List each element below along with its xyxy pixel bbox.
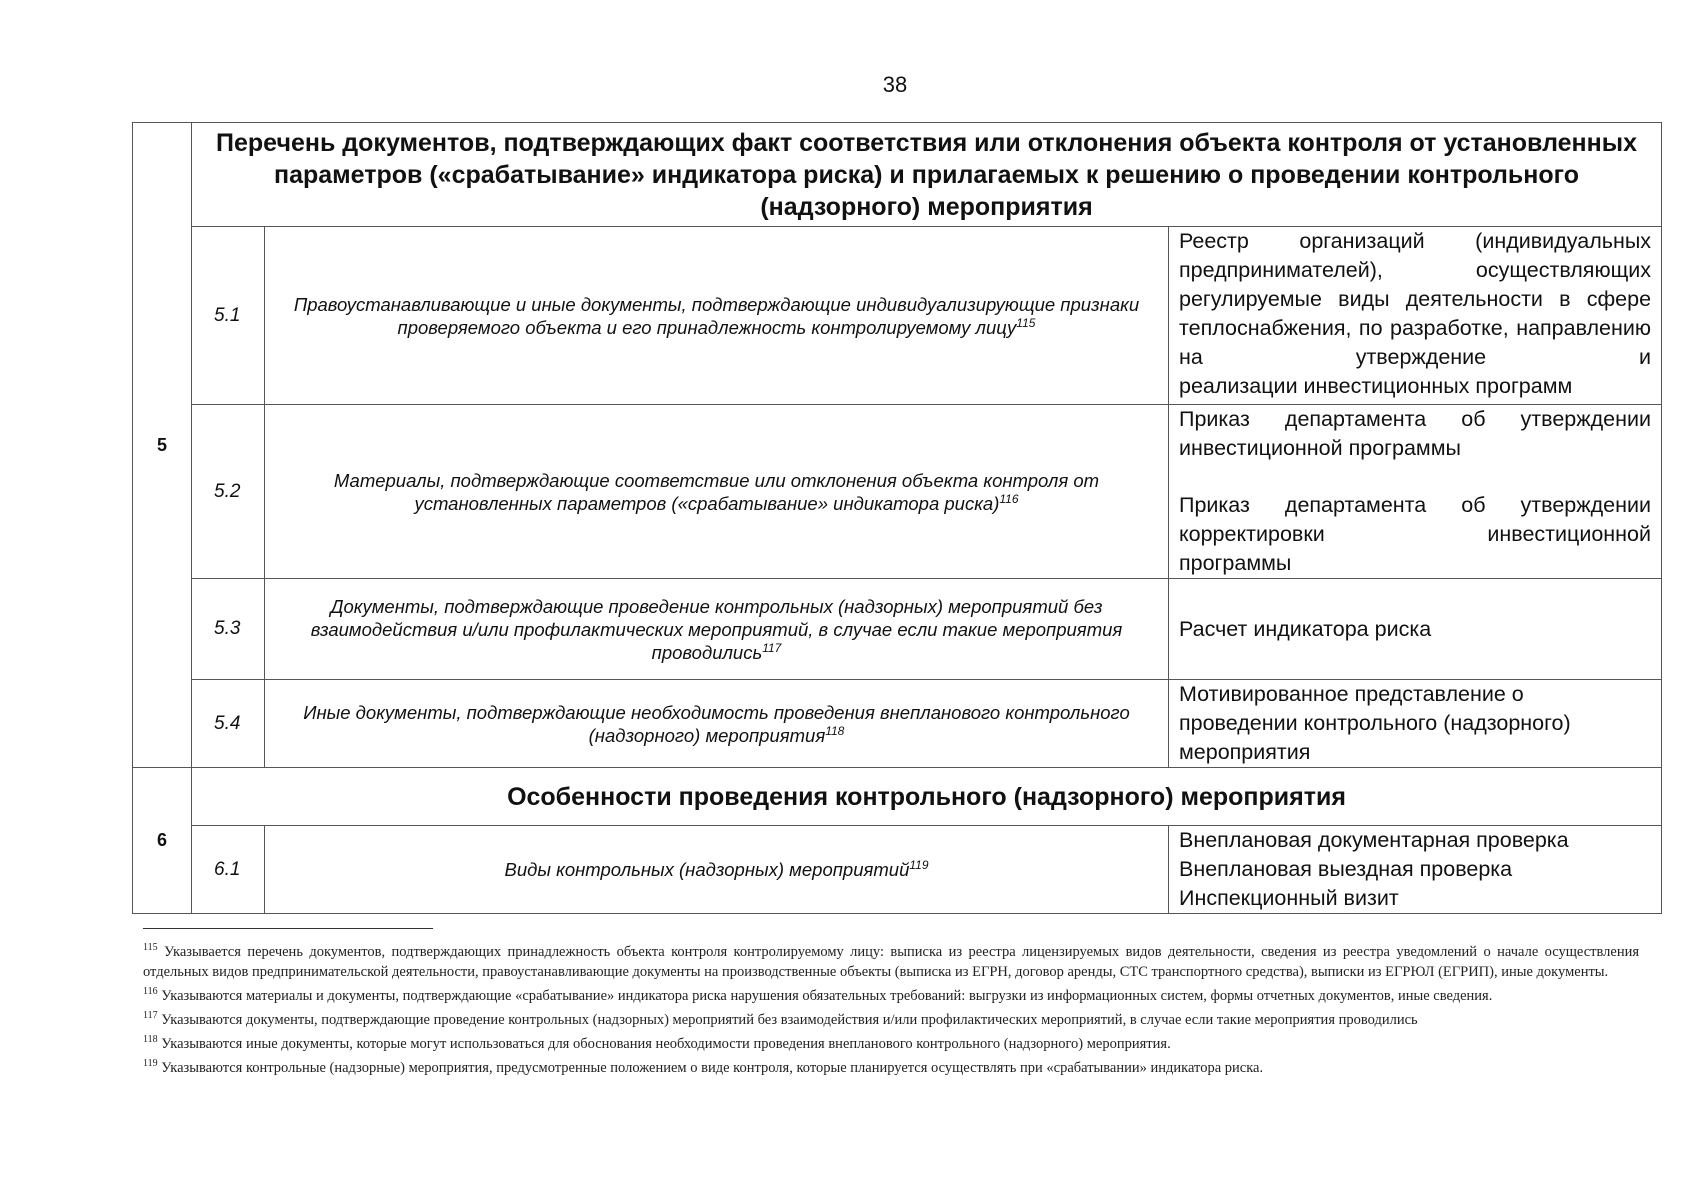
footnotes [143,942,1639,1082]
row-number: 5.2 [192,405,265,579]
row-number: 6.1 [192,826,265,914]
page-number: 38 [882,72,908,97]
row-value: Приказ департамента об утверждении инвестиционной программы Приказ департамента об утверждении корректировки инвестиционной программы [1169,405,1662,579]
table-row [133,405,1662,579]
row-value: Расчет индикатора риска [1169,579,1662,680]
footnote: $^{118}$ Указываются иные документы, которые могут использоваться для обоснования необходимости проведения внепланового контрольного (надзорного) мероприятия. [143,1034,1171,1052]
footnote-ref[interactable]: 115 [1016,315,1036,330]
section-number: 6 [133,768,192,914]
row-number: 5.1 [192,227,265,405]
section-number: 5 [133,123,192,768]
row-number: 5.3 [192,579,265,680]
table-row [133,227,1662,405]
row-description: Правоустанавливающие и иные документы, подтверждающие индивидуализирующие признаки проверяемого объекта и его принадлежность контролируемому лицу$^{115}$ [265,227,1169,405]
row-value: Реестр организаций (индивидуальных предпринимателей), осуществляющих регулируемые виды деятельности в сфере теплоснабжения, по разработке, направлению на утверждение и реализации инвестиционных программ [1169,227,1662,405]
section-title: Особенности проведения контрольного (надзорного) мероприятия [192,768,1662,826]
row-description: Документы, подтверждающие проведение контрольных (надзорных) мероприятий без взаимодействия и/или профилактических мероприятий, в случае если такие мероприятия проводились$^{117}$ [265,579,1169,680]
footnote-ref[interactable]: 119 [909,857,929,872]
table-row [133,680,1662,768]
section-header-row [133,123,1662,227]
row-number: 5.4 [192,680,265,768]
row-description: Материалы, подтверждающие соответствие или отклонения объекта контроля от установленных параметров («срабатывание» индикатора риска)$^{116}$ [265,405,1169,579]
row-value: Мотивированное представление о проведении контрольного (надзорного) мероприятия [1169,680,1662,768]
footnote-ref[interactable]: 116 [999,491,1019,506]
requirements-table [132,122,1662,914]
row-description: Иные документы, подтверждающие необходимость проведения внепланового контрольного (надзорного) мероприятия$^{118}$ [265,680,1169,768]
section-header-row [133,768,1662,826]
footnote-separator [143,928,433,929]
footnote: $^{119}$ Указываются контрольные (надзорные) мероприятия, предусмотренные положением о виде контроля, которые планируется осуществлять при «срабатывании» индикатора риска. [143,1058,1264,1076]
row-description: Виды контрольных (надзорных) мероприятий$^{119}$ [265,826,1169,914]
footnote: $^{116}$ Указываются материалы и документы, подтверждающие «срабатывание» индикатора риска нарушения обязательных требований: выгрузки из информационных систем, формы отчетных документов, иные сведения. [143,986,1493,1004]
section-title: Перечень документов, подтверждающих факт соответствия или отклонения объекта контроля от установленных параметров («срабатывание» индикатора риска) и прилагаемых к решению о проведении контрольного (надзорного) мероприятия [192,123,1662,227]
footnote: $^{115}$ Указывается перечень документов, подтверждающих принадлежность объекта контроля контролируемому лицу: выписка из реестра лицензируемых видов деятельности, сведения из реестра уведомлений о начале осуществления отдельных видов предпринимательской деятельности, правоустанавливающие документы на производственные объекты (выписка из ЕГРН, договор аренды, СТС транспортного средства), выписки из ЕГРЮЛ (ЕГРИП), иные документы. [143,942,1640,980]
table-row [133,826,1662,914]
row-value: Внеплановая документарная проверка Внеплановая выездная проверка Инспекционный визит [1169,826,1662,914]
footnote-ref[interactable]: 118 [825,723,845,738]
table-row [133,579,1662,680]
footnote-ref[interactable]: 117 [762,640,782,655]
footnote: $^{117}$ Указываются документы, подтверждающие проведение контрольных (надзорных) мероприятий без взаимодействия и/или профилактических мероприятий, в случае если такие мероприятия проводились [143,1010,1418,1028]
